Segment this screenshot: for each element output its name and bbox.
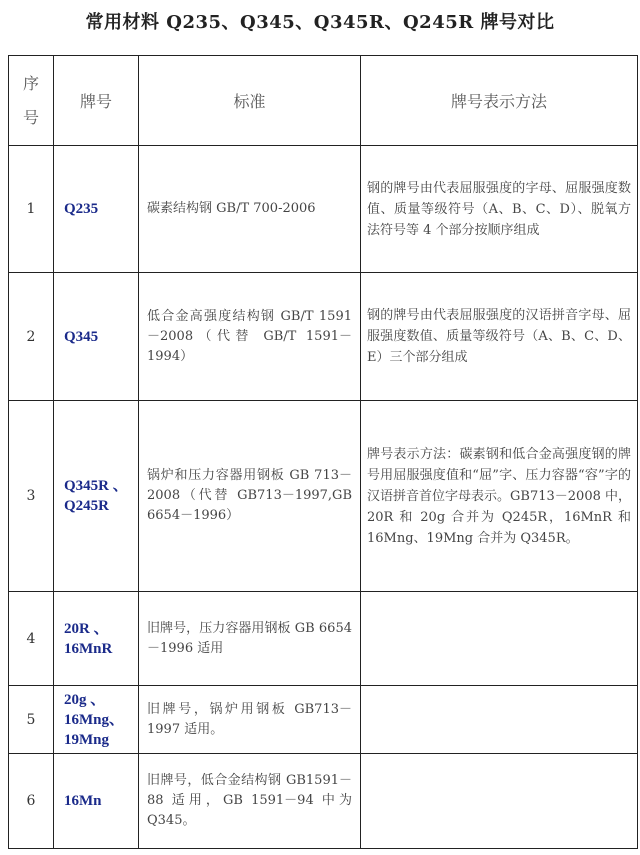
row-number: 5	[9, 686, 54, 754]
material-comparison-table	[8, 55, 638, 849]
header-grade: 牌号	[54, 56, 139, 146]
header-seq-line2: 号	[22, 107, 39, 127]
method-cell	[361, 592, 638, 686]
document-title: 常用材料 Q235、Q345、Q345R、Q245R 牌号对比	[85, 12, 555, 33]
row-number: 6	[9, 754, 54, 849]
method-cell	[361, 686, 638, 754]
row-number: 2	[9, 273, 54, 401]
row-number: 3	[9, 401, 54, 592]
standard-cell: 锅炉和压力容器用钢板 GB 713－2008（代替 GB713－1997,GB 6654－1996）	[139, 401, 361, 592]
grade-cell: 20R 、16MnR	[54, 592, 139, 686]
table-row	[9, 273, 638, 401]
table-row	[9, 592, 638, 686]
row-number: 4	[9, 592, 54, 686]
table-row	[9, 686, 638, 754]
table-row	[9, 401, 638, 592]
grade-cell: 16Mn	[54, 754, 139, 849]
grade-cell: Q345	[54, 273, 139, 401]
method-cell: 钢的牌号由代表屈服强度的汉语拼音字母、屈服强度数值、质量等级符号（A、B、C、D、E）三个部分组成	[361, 273, 638, 401]
header-seq	[9, 56, 54, 146]
method-cell	[361, 754, 638, 849]
row-number: 1	[9, 146, 54, 273]
table-row	[9, 754, 638, 849]
grade-cell: 20g 、16Mng、19Mng	[54, 686, 139, 754]
header-method: 牌号表示方法	[361, 56, 638, 146]
header-seq-line1: 序	[22, 73, 39, 93]
standard-cell: 低合金高强度结构钢 GB/T 1591 －2008（代替 GB/T 1591－1994）	[139, 273, 361, 401]
header-row	[9, 56, 638, 146]
method-cell: 牌号表示方法：碳素钢和低合金高强度钢的牌号用屈服强度值和“屈”字、压力容器“容”字的汉语拼音首位字母表示。GB713－2008 中，20R 和 20g 合并为 Q245R，16MnR 和 16Mng、19Mng 合并为 Q345R。	[361, 401, 638, 592]
standard-cell: 旧牌号，压力容器用钢板 GB 6654－1996 适用	[139, 592, 361, 686]
grade-cell: Q345R 、Q245R	[54, 401, 139, 592]
header-standard: 标准	[139, 56, 361, 146]
standard-cell: 旧牌号，锅炉用钢板 GB713－1997 适用。	[139, 686, 361, 754]
table-row	[9, 146, 638, 273]
standard-cell: 旧牌号，低合金结构钢 GB1591－88 适用，GB 1591－94 中为 Q345。	[139, 754, 361, 849]
grade-cell: Q235	[54, 146, 139, 273]
method-cell: 钢的牌号由代表屈服强度的字母、屈服强度数值、质量等级符号（A、B、C、D）、脱氧方法符号等 4 个部分按顺序组成	[361, 146, 638, 273]
standard-cell: 碳素结构钢 GB/T 700-2006	[139, 146, 361, 273]
